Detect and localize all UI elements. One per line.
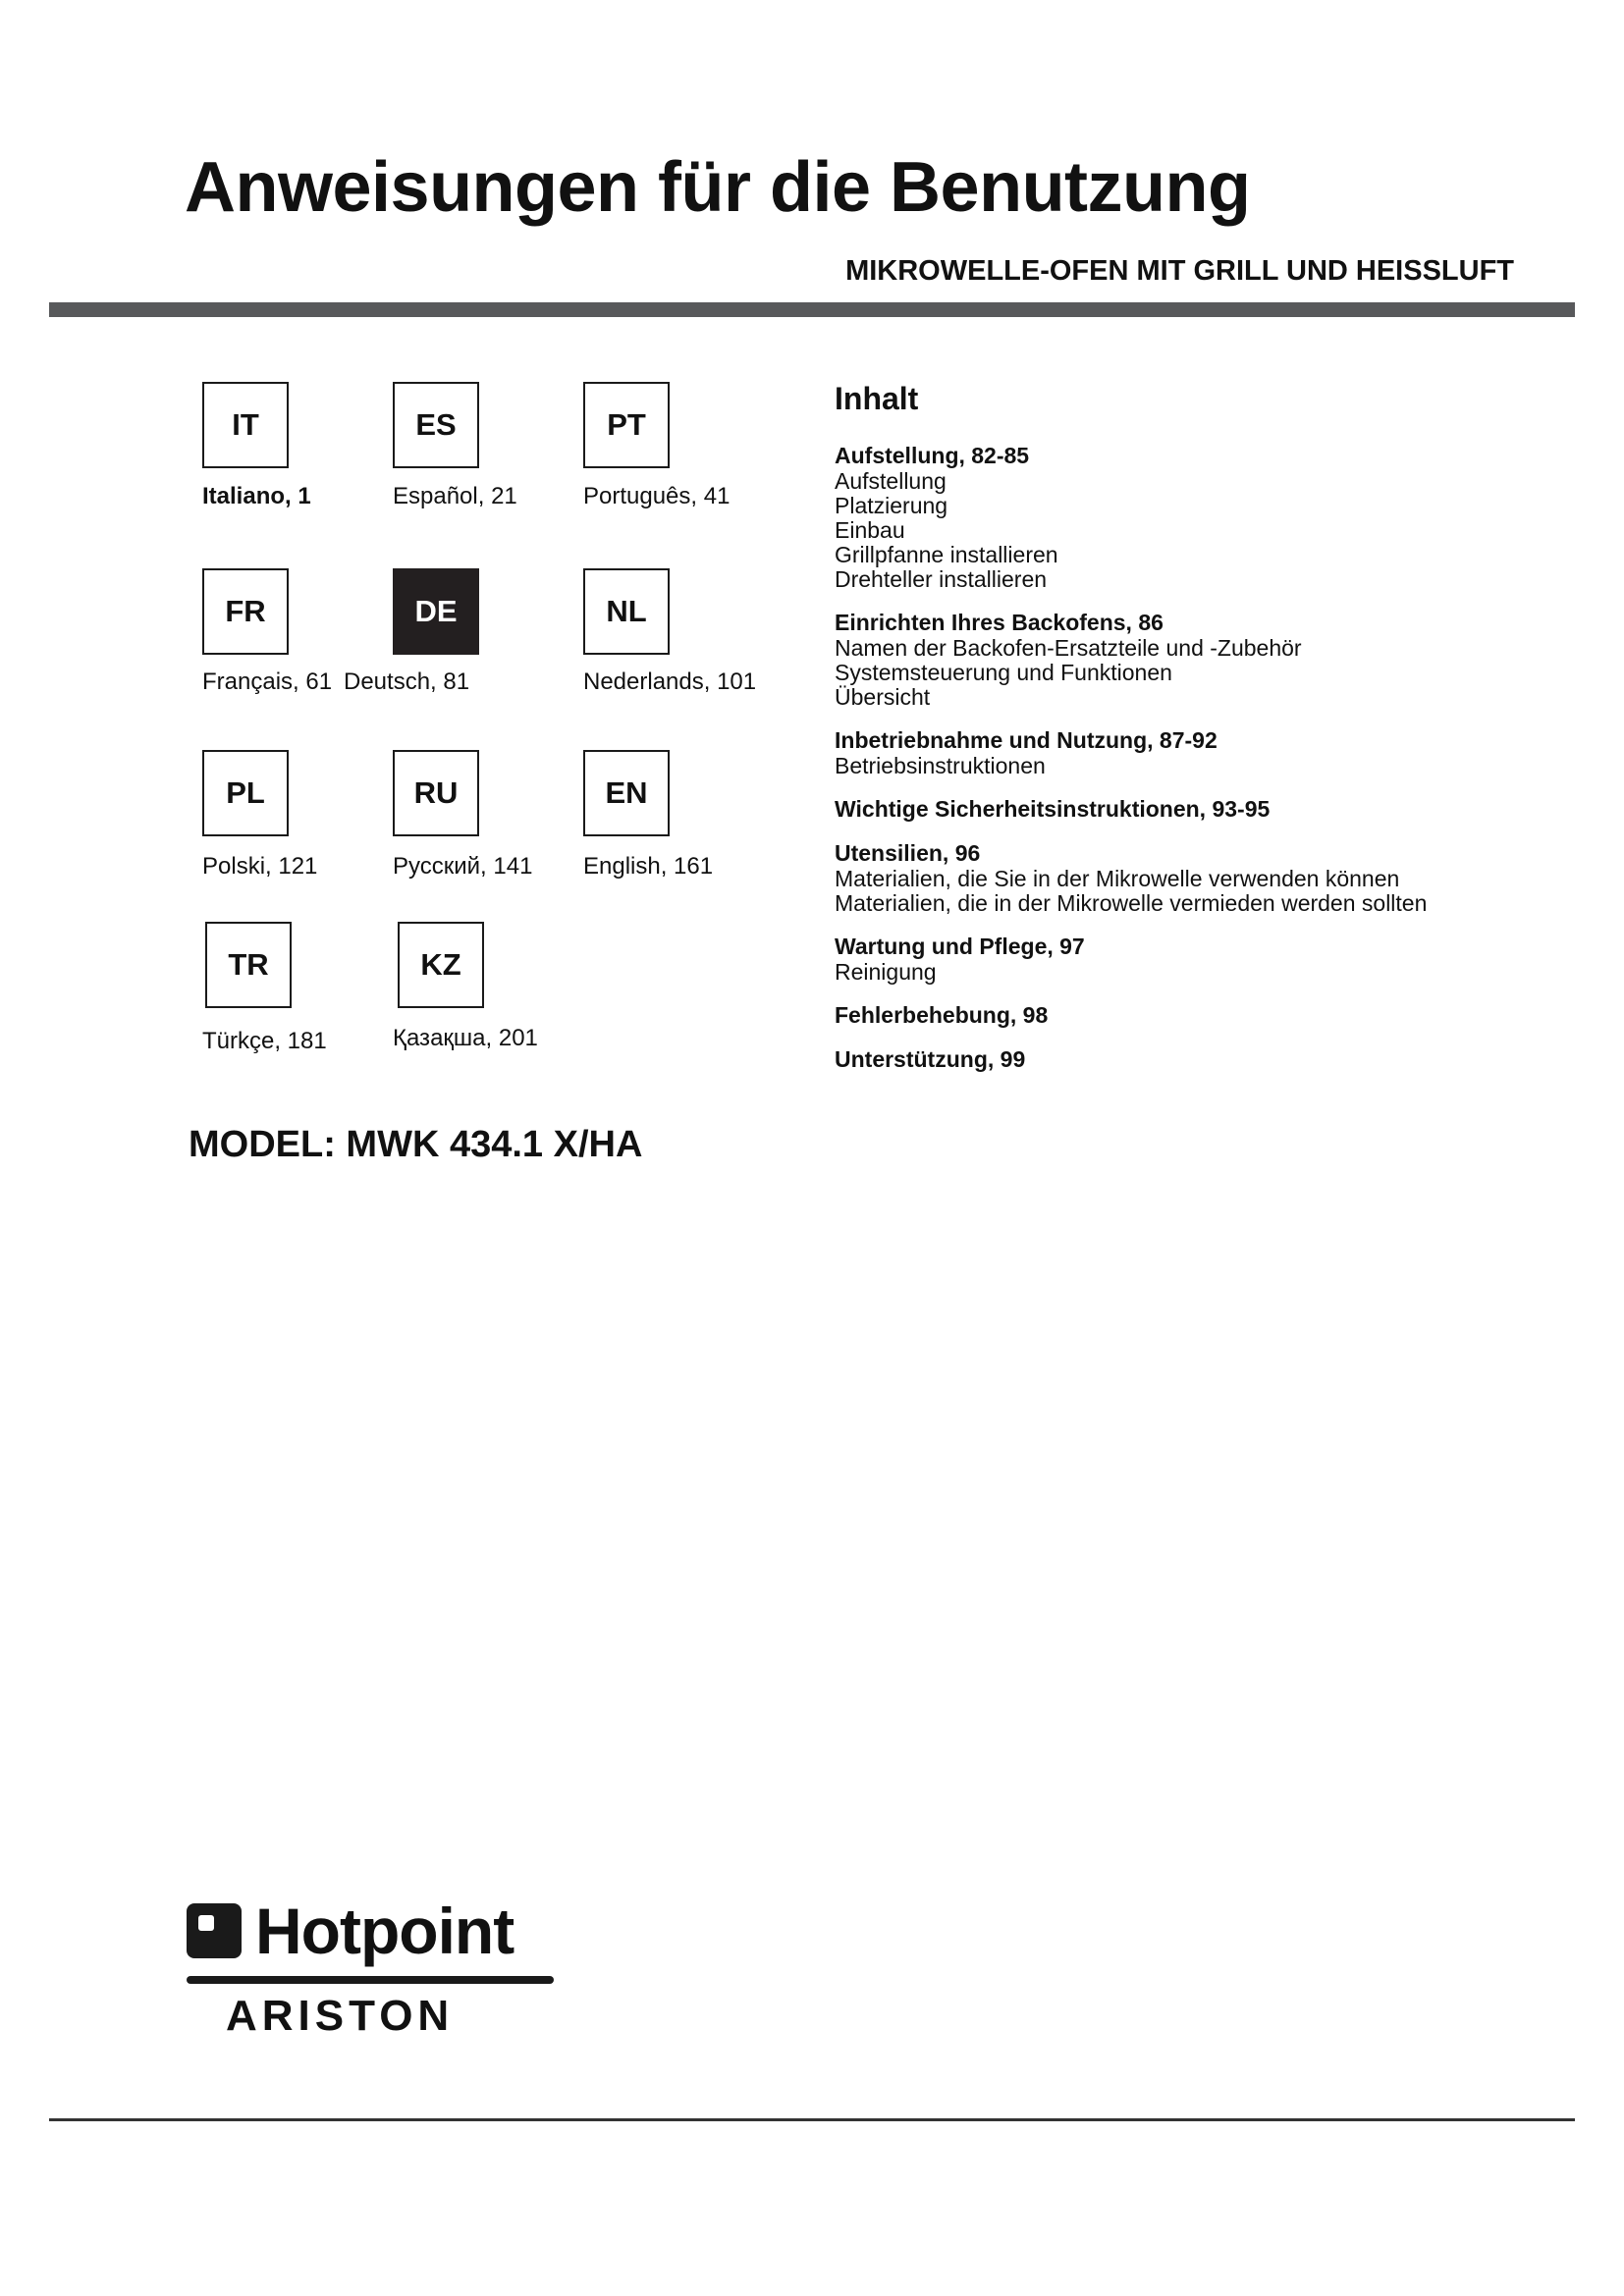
language-label-es: Español, 21: [393, 483, 517, 509]
toc-subitem: Grillpfanne installieren: [835, 542, 1058, 567]
toc-section-title: Fehlerbehebung, 98: [835, 1002, 1049, 1028]
logo-sub-text: ARISTON: [226, 1992, 455, 2040]
table-of-contents: [835, 381, 1542, 1091]
language-code-box-pt: PT: [583, 382, 670, 468]
toc-section: [835, 840, 1542, 916]
toc-section-title: Inbetriebnahme und Nutzung, 87-92: [835, 727, 1218, 753]
toc-section: [835, 610, 1542, 710]
language-label-it: Italiano, 1: [202, 483, 311, 509]
toc-subitem: Systemsteuerung und Funktionen: [835, 660, 1172, 685]
toc-section: [835, 934, 1542, 985]
toc-section-title: Wartung und Pflege, 97: [835, 934, 1085, 959]
language-label-de: Deutsch, 81: [344, 668, 470, 695]
language-code-box-de: DE: [393, 568, 479, 655]
toc-subitem: Drehteller installieren: [835, 566, 1048, 592]
logo-divider: [187, 1976, 554, 1984]
toc-subitem: Einbau: [835, 517, 905, 543]
toc-subitem: Aufstellung: [835, 468, 947, 494]
footer-divider: [49, 2118, 1575, 2121]
language-label-ru: Русский, 141: [393, 853, 533, 880]
language-label-pt: Português, 41: [583, 483, 731, 509]
language-label-pl: Polski, 121: [202, 853, 318, 880]
toc-subitem: Übersicht: [835, 684, 931, 710]
toc-section: [835, 1002, 1542, 1029]
language-code-box-nl: NL: [583, 568, 670, 655]
product-subtitle: MIKROWELLE-OFEN MIT GRILL UND HEISSLUFT: [845, 255, 1514, 287]
toc-subitem: Namen der Backofen-Ersatzteile und -Zubehör: [835, 635, 1302, 661]
language-code-box-es: ES: [393, 382, 479, 468]
toc-section: [835, 443, 1542, 592]
language-code-box-it: IT: [202, 382, 289, 468]
page-title: Anweisungen für die Benutzung: [185, 148, 1251, 227]
language-code-box-fr: FR: [202, 568, 289, 655]
toc-section-title: Aufstellung, 82-85: [835, 443, 1030, 468]
toc-subitem: Platzierung: [835, 493, 948, 518]
toc-section: [835, 796, 1542, 823]
language-label-en: English, 161: [583, 853, 714, 880]
logo-brand-text: Hotpoint: [255, 1895, 514, 1967]
toc-section: [835, 727, 1542, 778]
toc-subitem: Materialien, die Sie in der Mikrowelle verwenden können: [835, 866, 1400, 891]
brand-logo: [187, 1897, 556, 2041]
language-code-box-tr: TR: [205, 922, 292, 1008]
model-label: MODEL: MWK 434.1 X/HA: [189, 1124, 643, 1165]
toc-section-title: Utensilien, 96: [835, 840, 981, 866]
toc-subitem: Betriebsinstruktionen: [835, 753, 1046, 778]
toc-section-title: Unterstützung, 99: [835, 1046, 1026, 1072]
toc-heading: Inhalt: [835, 381, 919, 416]
language-label-kz: Қазақша, 201: [393, 1025, 538, 1051]
language-code-box-ru: RU: [393, 750, 479, 836]
logo-mark-icon: [187, 1903, 242, 1958]
toc-section-title: Einrichten Ihres Backofens, 86: [835, 610, 1164, 635]
language-code-box-kz: KZ: [398, 922, 484, 1008]
header-divider: [49, 302, 1575, 317]
toc-section: [835, 1046, 1542, 1073]
language-label-tr: Türkçe, 181: [202, 1028, 327, 1054]
language-label-nl: Nederlands, 101: [583, 668, 757, 695]
language-code-box-en: EN: [583, 750, 670, 836]
toc-subitem: Reinigung: [835, 959, 937, 985]
language-label-fr: Français, 61: [202, 668, 333, 695]
toc-section-title: Wichtige Sicherheitsinstruktionen, 93-95: [835, 796, 1271, 822]
language-code-box-pl: PL: [202, 750, 289, 836]
toc-subitem: Materialien, die in der Mikrowelle vermieden werden sollten: [835, 890, 1428, 916]
